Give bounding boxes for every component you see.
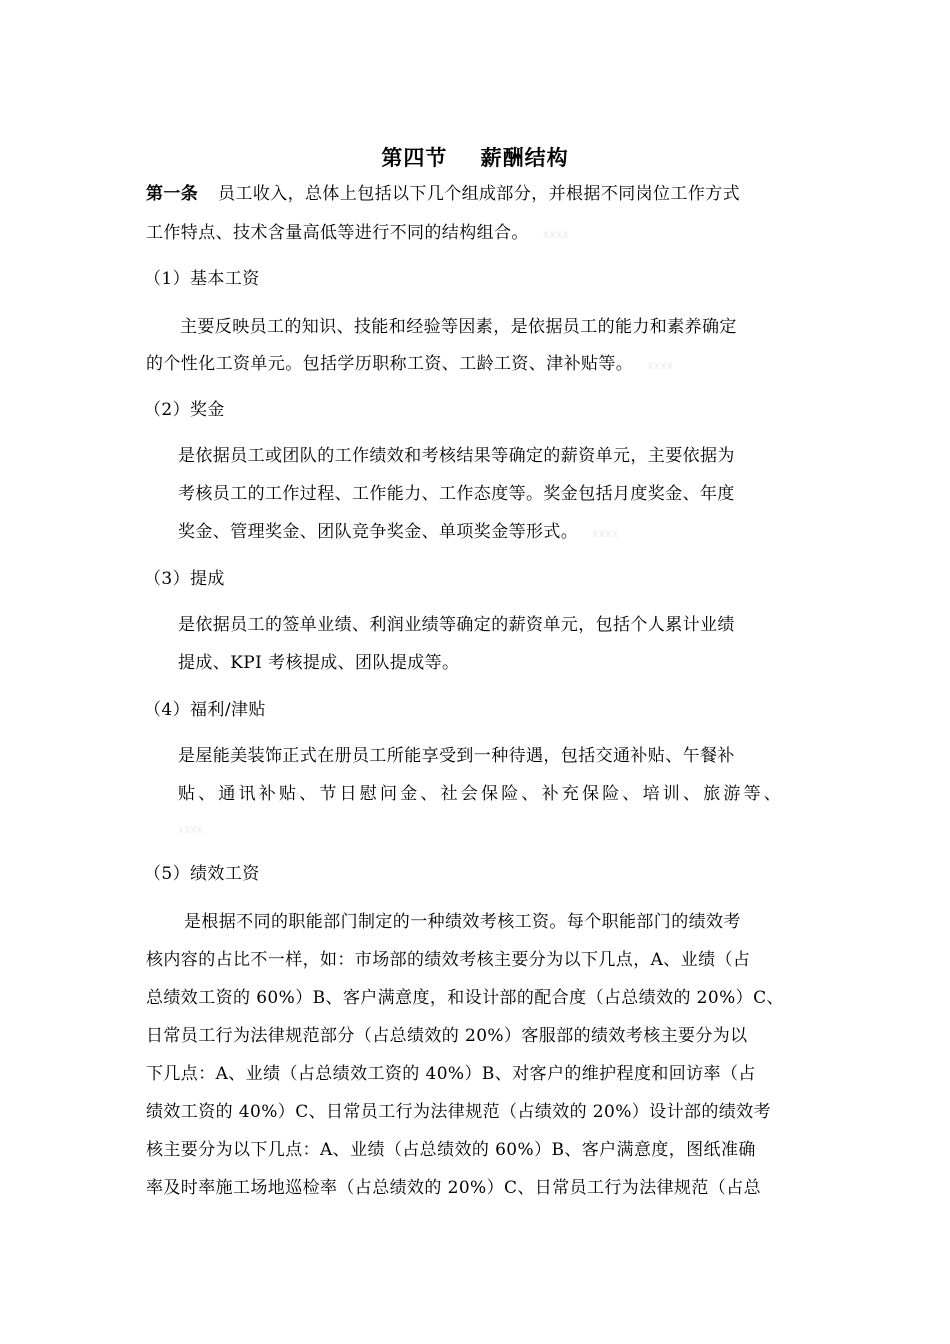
item5-line3: 总绩效工资的 60%）B、客户满意度，和设计部的配合度（占总绩效的 20%）C、 [146,988,784,1008]
item3-heading: （3）提成 [144,569,225,589]
item5-line5: 下几点：A、业绩（占总绩效工资的 40%）B、对客户的维护程度和回访率（占 [146,1064,756,1084]
item1-line2-text: 的个性化工资单元。包括学历职称工资、工龄工资、津补贴等。 [146,354,634,374]
item4-heading: （4）福利/津贴 [144,700,266,720]
item5-line8: 率及时率施工场地巡检率（占总绩效的 20%）C、日常员工行为法律规范（占总 [146,1178,761,1198]
article1-text2: 工作特点、技术含量高低等进行不同的结构组合。 [146,223,529,243]
item1-heading: （1）基本工资 [144,269,260,289]
article1-text1: 员工收入，总体上包括以下几个组成部分，并根据不同岗位工作方式 [218,184,741,204]
watermark: XXXX [647,362,674,372]
watermark: XXXX [592,530,619,540]
item2-line1: 是依据员工或团队的工作绩效和考核结果等确定的薪资单元，主要依据为 [178,446,735,466]
item5-line6: 绩效工资的 40%）C、日常员工行为法律规范（占绩效的 20%）设计部的绩效考 [146,1102,771,1122]
item5-line7: 核主要分为以下几点：A、业绩（占总绩效的 60%）B、客户满意度，图纸准确 [146,1140,756,1160]
item4-line2: 贴、通讯补贴、节日慰问金、社会保险、补充保险、培训、旅游等、 [178,784,784,804]
item1-line2 [146,352,673,379]
item5-line4: 日常员工行为法律规范部分（占总绩效的 20%）客服部的绩效考核主要分为以 [146,1026,748,1046]
item2-heading: （2）奖金 [144,400,225,420]
item2-line3 [178,520,618,547]
item2-line3-text: 奖金、管理奖金、团队竞争奖金、单项奖金等形式。 [178,522,579,542]
item3-line1: 是依据员工的签单业绩、利润业绩等确定的薪资单元，包括个人累计业绩 [178,615,735,635]
article1-line2 [146,221,569,248]
item1-line1: 主要反映员工的知识、技能和经验等因素，是依据员工的能力和素养确定 [180,317,737,337]
watermark: XXXX [542,231,570,241]
item5-line1: 是根据不同的职能部门制定的一种绩效考核工资。每个职能部门的绩效考 [184,912,741,932]
item4-line1: 是屋能美装饰正式在册员工所能享受到一种待遇，包括交通补贴、午餐补 [178,746,735,766]
article1-line1 [146,182,740,206]
item5-line2: 核内容的占比不一样，如：市场部的绩效考核主要分为以下几点，A、业绩（占 [146,950,751,970]
item2-line2: 考核员工的工作过程、工作能力、工作态度等。奖金包括月度奖金、年度 [178,484,735,504]
section-title: 第四节 薪酬结构 [381,146,569,170]
item3-line2: 提成、KPI 考核提成、团队提成等。 [178,653,460,673]
article1-label: 第一条 [146,184,199,204]
item5-heading: （5）绩效工资 [144,864,260,884]
watermark: XXXX [178,826,203,836]
